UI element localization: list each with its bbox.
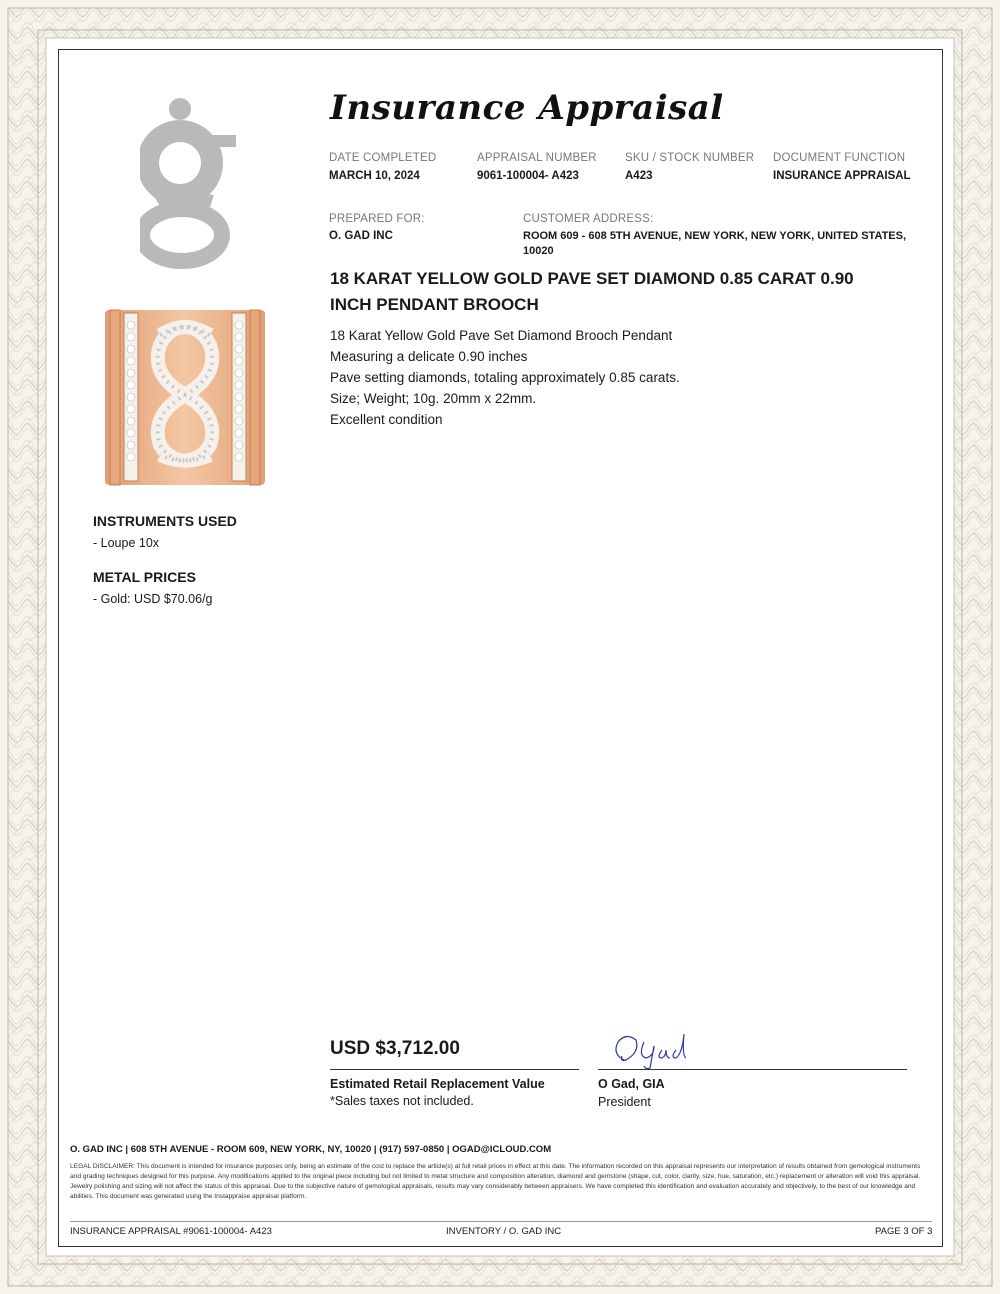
item-heading <box>330 266 890 318</box>
signature <box>610 1030 700 1070</box>
date-completed-label: DATE COMPLETED <box>329 152 437 164</box>
customer-address-line1: ROOM 609 - 608 5TH AVENUE, NEW YORK, NEW YORK, UNITED STATES, <box>523 230 907 242</box>
appraisal-number-value: 9061-100004- A423 <box>477 170 579 182</box>
description-line: Measuring a delicate 0.90 inches <box>330 349 528 364</box>
metal-price-item: - Gold: USD $70.06/g <box>93 592 213 606</box>
signer-title: President <box>598 1095 651 1109</box>
footer-divider <box>70 1221 932 1222</box>
value-label: Estimated Retail Replacement Value <box>330 1077 545 1091</box>
customer-address-line2: 10020 <box>523 245 554 257</box>
customer-address-label: CUSTOMER ADDRESS: <box>523 213 654 225</box>
item-heading-line2: INCH PENDANT BROOCH <box>330 295 539 314</box>
description-line: Size; Weight; 10g. 20mm x 22mm. <box>330 391 537 406</box>
footer-inventory: INVENTORY / O. GAD INC <box>446 1226 562 1237</box>
item-description <box>330 325 890 430</box>
prepared-for-value: O. GAD INC <box>329 230 393 242</box>
sku-value: A423 <box>625 170 653 182</box>
document-function-value: INSURANCE APPRAISAL <box>773 170 911 182</box>
instruments-heading: INSTRUMENTS USED <box>93 513 237 529</box>
tax-note: *Sales taxes not included. <box>330 1094 474 1108</box>
metal-prices-heading: METAL PRICES <box>93 569 196 585</box>
instruments-item: - Loupe 10x <box>93 536 160 550</box>
brand-logo <box>140 95 240 275</box>
description-line: 18 Karat Yellow Gold Pave Set Diamond Brooch Pendant <box>330 328 673 343</box>
document-function-label: DOCUMENT FUNCTION <box>773 152 906 164</box>
footer-appraisal-id: INSURANCE APPRAISAL #9061-100004- A423 <box>70 1226 272 1237</box>
signature-line <box>598 1069 907 1070</box>
sku-label: SKU / STOCK NUMBER <box>625 152 755 164</box>
appraisal-number-label: APPRAISAL NUMBER <box>477 152 597 164</box>
legal-disclaimer: LEGAL DISCLAIMER: This document is intended for insurance purposes only, being an estimate of the cost to replace the article(s) at full retail prices in effect at this date. The information recorded on this appraisal represents our interpretation of results obtained from gemological instruments and grading techniques designed for this purpose. Any modifications applied to the original piece including but not limited to metal structure and composition alteration, diamond and gemstone (shape, cut, color, clarity, size, hue, saturation, etc.) replacement or alteration will void this appraisal. Jewelry polishing and sizing will not affect the status of this appraisal. Due to the subjective nature of gemological appraisals, results may vary considerably between appraisers. We have completed this identification and evaluation accurately and objectively, to the best of our knowledge and abilities. This document was generated using the Instappraise appraisal platform. <box>70 1163 921 1200</box>
date-completed-value: MARCH 10, 2024 <box>329 170 420 182</box>
footer-contact: O. GAD INC | 608 5TH AVENUE - ROOM 609, NEW YORK, NY, 10020 | (917) 597-0850 | OGAD@ICLOUD.COM <box>70 1144 552 1155</box>
page-number: PAGE 3 OF 3 <box>875 1226 933 1237</box>
description-line: Pave setting diamonds, totaling approximately 0.85 carats. <box>330 370 680 385</box>
item-heading-line1: 18 KARAT YELLOW GOLD PAVE SET DIAMOND 0.85 CARAT 0.90 <box>330 269 854 288</box>
signer-name: O Gad, GIA <box>598 1077 665 1091</box>
price-underline <box>330 1069 579 1070</box>
document-title: Insurance Appraisal <box>330 88 724 128</box>
description-line: Excellent condition <box>330 412 443 427</box>
appraised-price: USD $3,712.00 <box>330 1038 460 1059</box>
product-image <box>100 305 270 490</box>
prepared-for-label: PREPARED FOR: <box>329 213 425 225</box>
